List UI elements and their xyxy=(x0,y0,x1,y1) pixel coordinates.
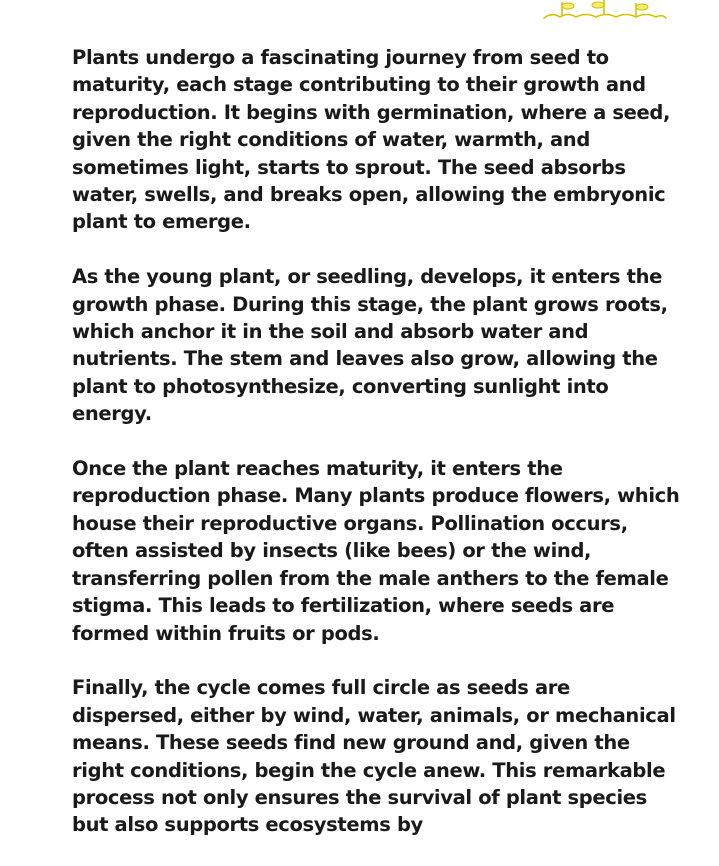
article-body xyxy=(72,44,682,866)
paragraph-reproduction: Once the plant reaches maturity, it enters the reproduction phase. Many plants produce flowers, which house their reproductive organs. Pollination occurs, often assisted by insects (like bees) or the wind, transferring pollen from the male anthers to the female stigma. This leads to fertilization, where seeds are formed within fruits or pods. xyxy=(72,457,680,645)
paragraph-growth: As the young plant, or seedling, develops, it enters the growth phase. During this stage, the plant grows roots, which anchor it in the soil and absorb water and nutrients. The stem and leaves also grow, allowing the plant to photosynthesize, converting sunlight into energy. xyxy=(72,265,668,426)
paragraph-dispersal: Finally, the cycle comes full circle as seeds are dispersed, either by wind, water, animals, or mechanical means. These seeds find new ground and, given the right conditions, begin the cycle anew. This remarkable process not only ensures the survival of plant species but also supports ecosystems by xyxy=(72,676,676,837)
paragraph-germination: Plants undergo a fascinating journey from seed to maturity, each stage contributing to their growth and reproduction. It begins with germination, where a seed, given the right conditions of water, warmth, and sometimes light, starts to sprout. The seed absorbs water, swells, and breaks open, allowing the embryonic plant to emerge. xyxy=(72,46,671,234)
sprout-illustration-icon xyxy=(538,0,668,24)
